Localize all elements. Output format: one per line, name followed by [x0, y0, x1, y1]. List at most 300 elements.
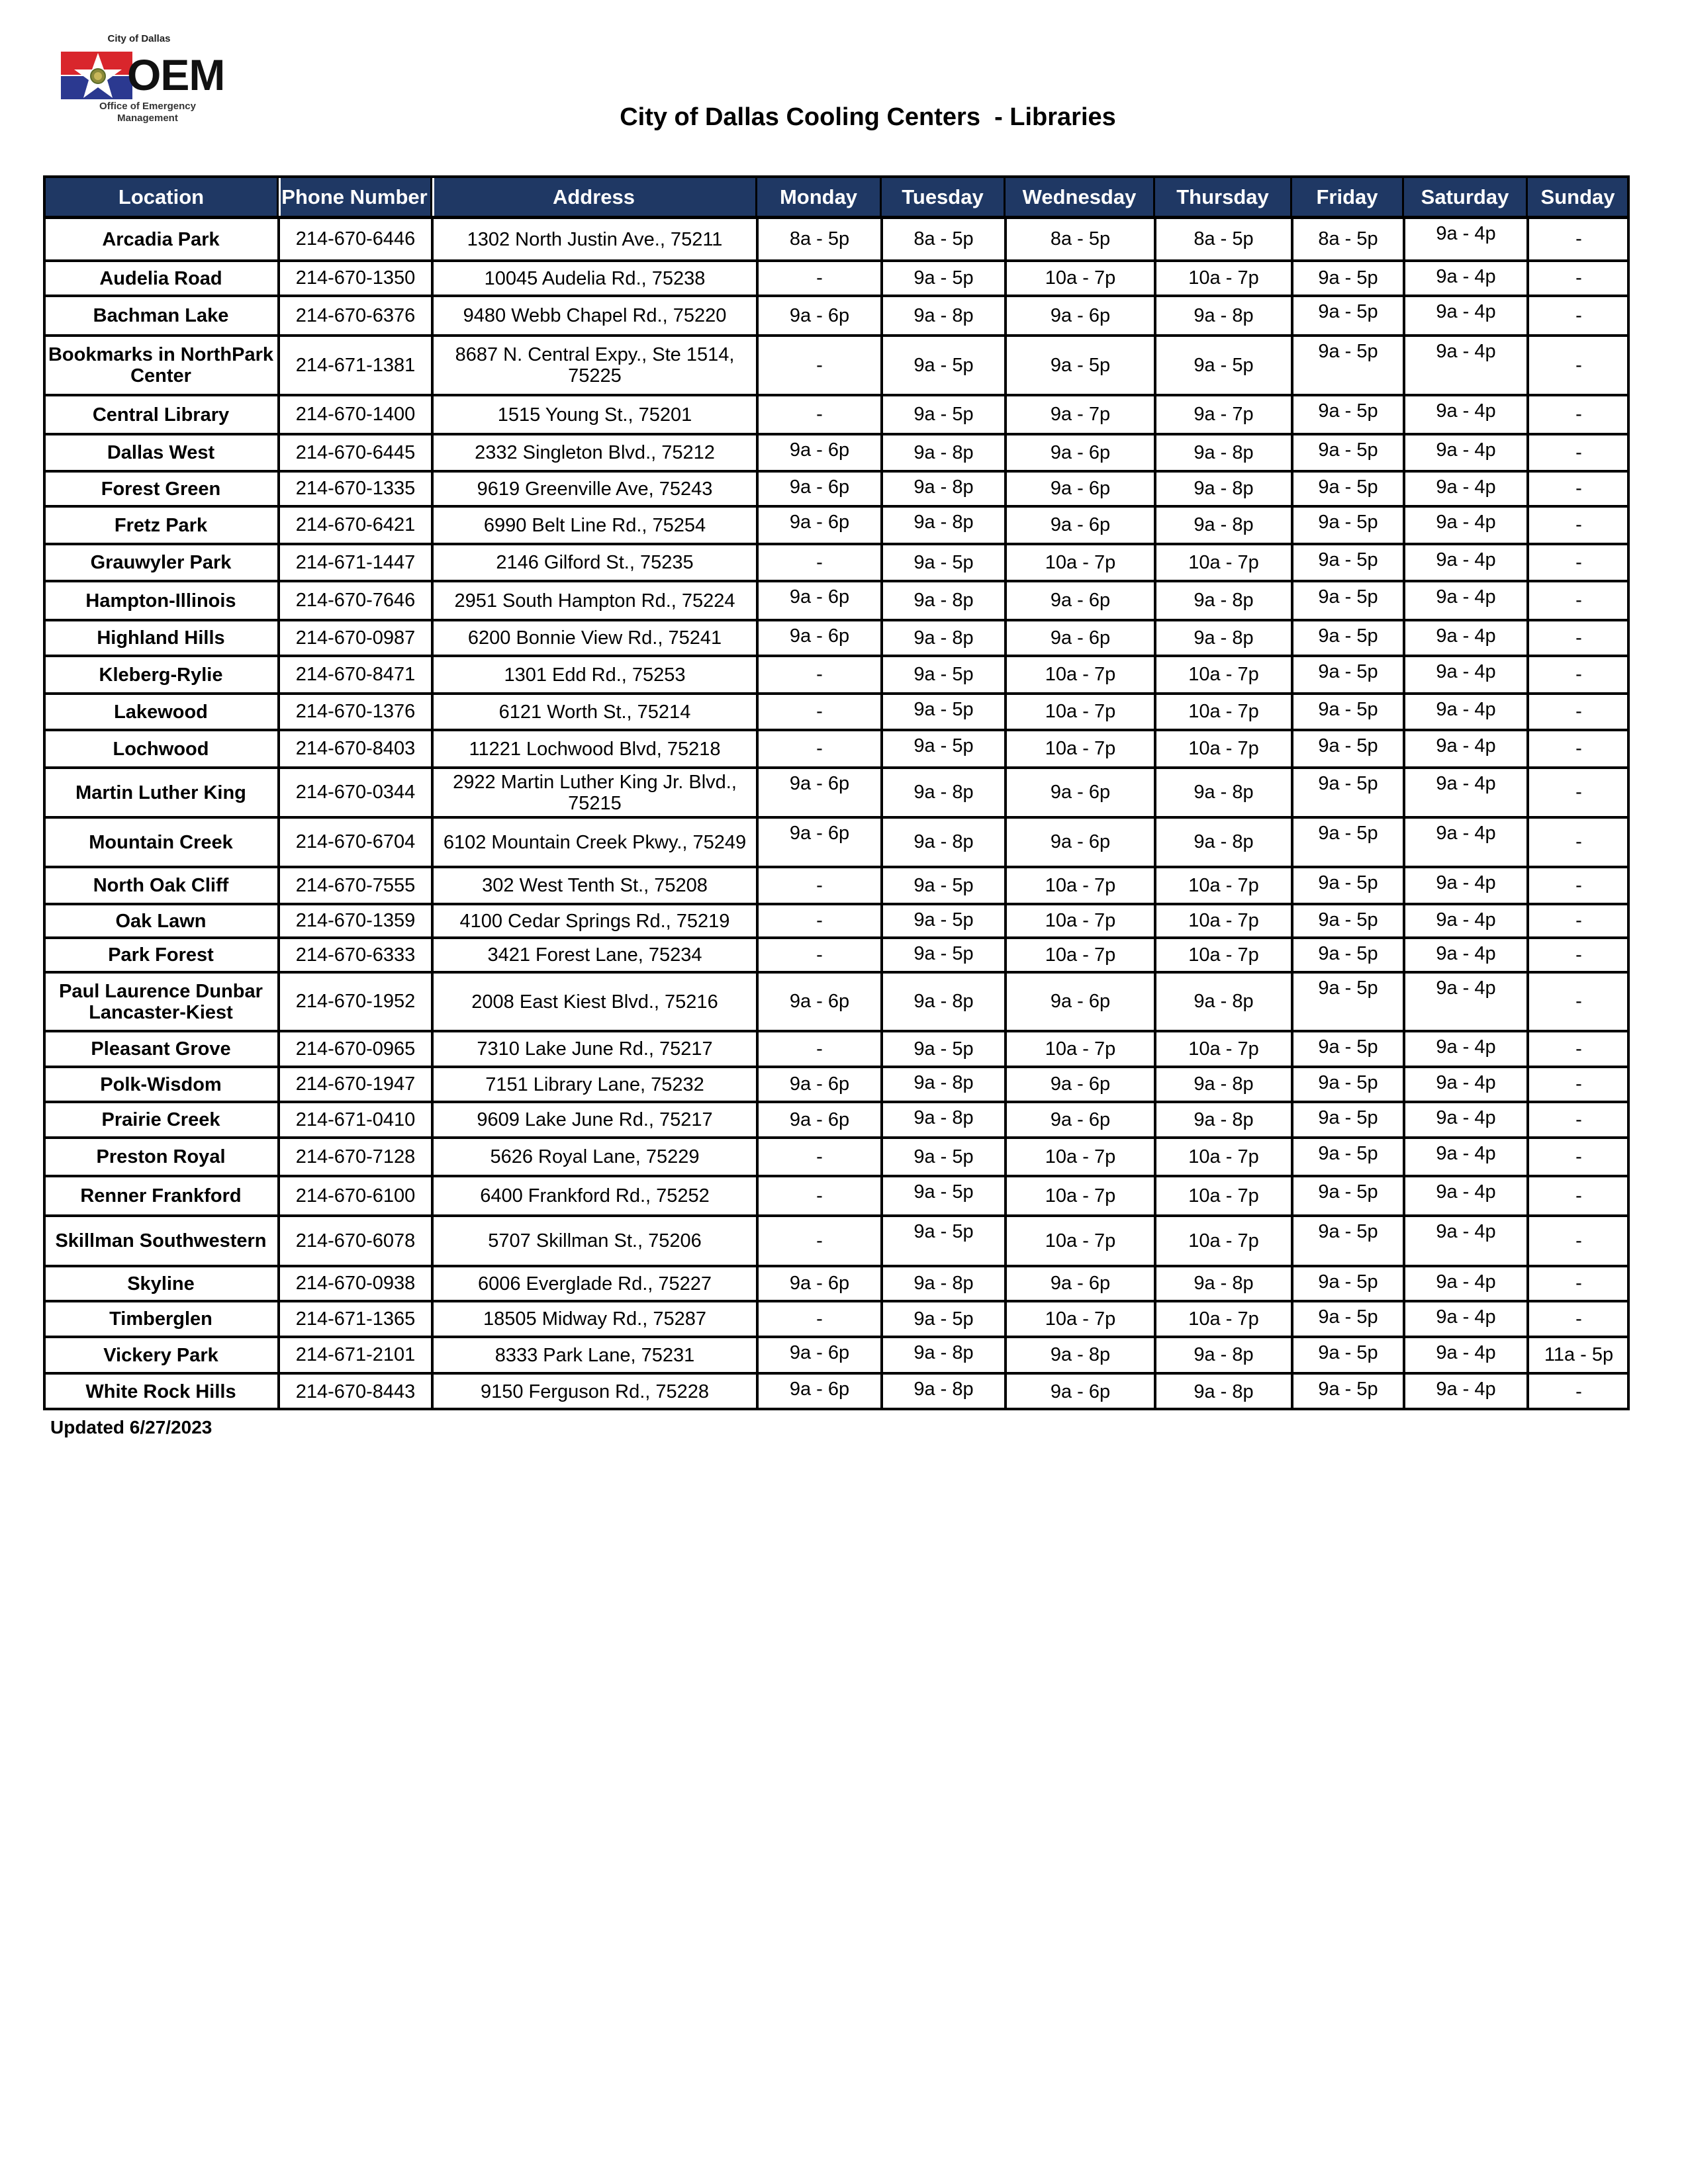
hours-cell-tuesday: 9a - 5p — [882, 1031, 1006, 1067]
hours-cell-monday: 9a - 6p — [757, 817, 882, 867]
hours-cell-saturday: 9a - 4p — [1404, 938, 1528, 972]
hours-cell-friday: 9a - 5p — [1292, 336, 1404, 395]
location-cell: Kleberg-Rylie — [43, 656, 279, 694]
address-cell: 1515 Young St., 75201 — [432, 395, 757, 434]
hours-cell-monday: - — [757, 656, 882, 694]
hours-cell-sunday: - — [1528, 972, 1630, 1031]
hours-cell-wednesday: 10a - 7p — [1006, 1031, 1155, 1067]
hours-cell-monday: 9a - 6p — [757, 1337, 882, 1373]
hours-cell-sunday: - — [1528, 1266, 1630, 1301]
address-cell: 2008 East Kiest Blvd., 75216 — [432, 972, 757, 1031]
updated-date: Updated 6/27/2023 — [50, 1417, 212, 1437]
hours-cell-friday: 9a - 5p — [1292, 261, 1404, 296]
hours-cell-thursday: 10a - 7p — [1155, 1138, 1292, 1176]
address-cell: 6006 Everglade Rd., 75227 — [432, 1266, 757, 1301]
hours-cell-tuesday: 9a - 5p — [882, 694, 1006, 730]
phone-cell: 214-671-1365 — [279, 1301, 432, 1337]
hours-cell-wednesday: 9a - 6p — [1006, 972, 1155, 1031]
hours-cell-sunday: - — [1528, 336, 1630, 395]
hours-cell-wednesday: 9a - 6p — [1006, 506, 1155, 544]
hours-cell-wednesday: 9a - 8p — [1006, 1337, 1155, 1373]
location-cell: Skillman Southwestern — [43, 1216, 279, 1266]
location-cell: Bachman Lake — [43, 296, 279, 336]
address-cell: 6200 Bonnie View Rd., 75241 — [432, 620, 757, 656]
column-header-location: Location — [43, 175, 279, 218]
hours-cell-wednesday: 10a - 7p — [1006, 1176, 1155, 1216]
hours-cell-saturday: 9a - 4p — [1404, 296, 1528, 336]
hours-cell-friday: 9a - 5p — [1292, 656, 1404, 694]
hours-cell-tuesday: 9a - 8p — [882, 768, 1006, 817]
hours-cell-tuesday: 9a - 8p — [882, 620, 1006, 656]
hours-cell-friday: 9a - 5p — [1292, 1373, 1404, 1410]
hours-cell-saturday: 9a - 4p — [1404, 471, 1528, 506]
location-cell: Fretz Park — [43, 506, 279, 544]
hours-cell-tuesday: 9a - 5p — [882, 938, 1006, 972]
hours-cell-friday: 9a - 5p — [1292, 620, 1404, 656]
hours-cell-thursday: 10a - 7p — [1155, 1176, 1292, 1216]
hours-cell-thursday: 9a - 8p — [1155, 1067, 1292, 1102]
hours-cell-friday: 9a - 5p — [1292, 1266, 1404, 1301]
hours-cell-thursday: 9a - 8p — [1155, 1102, 1292, 1138]
logo-oem-text: OEM — [127, 50, 225, 99]
hours-cell-thursday: 10a - 7p — [1155, 904, 1292, 938]
location-cell: Arcadia Park — [43, 218, 279, 261]
hours-cell-sunday: - — [1528, 544, 1630, 581]
address-cell: 8687 N. Central Expy., Ste 1514, 75225 — [432, 336, 757, 395]
hours-cell-friday: 9a - 5p — [1292, 581, 1404, 620]
hours-cell-wednesday: 9a - 6p — [1006, 581, 1155, 620]
hours-cell-wednesday: 10a - 7p — [1006, 694, 1155, 730]
phone-cell: 214-670-6333 — [279, 938, 432, 972]
hours-cell-monday: - — [757, 694, 882, 730]
hours-cell-wednesday: 9a - 6p — [1006, 817, 1155, 867]
hours-cell-sunday: - — [1528, 1102, 1630, 1138]
hours-cell-thursday: 10a - 7p — [1155, 867, 1292, 904]
address-cell: 302 West Tenth St., 75208 — [432, 867, 757, 904]
hours-cell-sunday: - — [1528, 694, 1630, 730]
hours-cell-sunday: - — [1528, 296, 1630, 336]
hours-cell-saturday: 9a - 4p — [1404, 694, 1528, 730]
phone-cell: 214-670-1350 — [279, 261, 432, 296]
hours-cell-tuesday: 9a - 8p — [882, 581, 1006, 620]
hours-cell-friday: 9a - 5p — [1292, 544, 1404, 581]
hours-cell-monday: - — [757, 395, 882, 434]
hours-cell-monday: - — [757, 544, 882, 581]
hours-cell-saturday: 9a - 4p — [1404, 867, 1528, 904]
hours-cell-friday: 9a - 5p — [1292, 1337, 1404, 1373]
phone-cell: 214-670-6078 — [279, 1216, 432, 1266]
hours-cell-saturday: 9a - 4p — [1404, 817, 1528, 867]
location-cell: Skyline — [43, 1266, 279, 1301]
hours-cell-friday: 9a - 5p — [1292, 434, 1404, 471]
hours-cell-thursday: 10a - 7p — [1155, 261, 1292, 296]
hours-cell-saturday: 9a - 4p — [1404, 1216, 1528, 1266]
hours-cell-thursday: 9a - 8p — [1155, 620, 1292, 656]
dallas-flag-icon — [61, 52, 132, 99]
location-cell: Paul Laurence Dunbar Lancaster-Kiest — [43, 972, 279, 1031]
phone-cell: 214-670-6704 — [279, 817, 432, 867]
hours-cell-sunday: - — [1528, 434, 1630, 471]
hours-cell-thursday: 10a - 7p — [1155, 1216, 1292, 1266]
hours-cell-sunday: - — [1528, 581, 1630, 620]
phone-cell: 214-670-0965 — [279, 1031, 432, 1067]
address-cell: 9609 Lake June Rd., 75217 — [432, 1102, 757, 1138]
hours-cell-friday: 9a - 5p — [1292, 768, 1404, 817]
hours-cell-thursday: 9a - 8p — [1155, 1337, 1292, 1373]
hours-cell-tuesday: 9a - 5p — [882, 336, 1006, 395]
address-cell: 7151 Library Lane, 75232 — [432, 1067, 757, 1102]
phone-cell: 214-670-7555 — [279, 867, 432, 904]
column-header-tuesday: Tuesday — [882, 175, 1006, 218]
logo-subtitle-line1: Office of Emergency — [99, 101, 196, 112]
page-title — [0, 103, 1688, 132]
hours-cell-thursday: 10a - 7p — [1155, 1301, 1292, 1337]
address-cell: 2951 South Hampton Rd., 75224 — [432, 581, 757, 620]
column-header-phone-number: Phone Number — [279, 175, 432, 218]
hours-cell-monday: - — [757, 904, 882, 938]
location-cell: Grauwyler Park — [43, 544, 279, 581]
hours-cell-thursday: 9a - 8p — [1155, 768, 1292, 817]
address-cell: 10045 Audelia Rd., 75238 — [432, 261, 757, 296]
hours-cell-wednesday: 10a - 7p — [1006, 730, 1155, 768]
location-cell: Lochwood — [43, 730, 279, 768]
hours-cell-friday: 9a - 5p — [1292, 1138, 1404, 1176]
column-header-friday: Friday — [1292, 175, 1404, 218]
hours-cell-sunday: - — [1528, 620, 1630, 656]
hours-cell-tuesday: 9a - 8p — [882, 1067, 1006, 1102]
column-header-wednesday: Wednesday — [1006, 175, 1155, 218]
hours-cell-thursday: 9a - 8p — [1155, 817, 1292, 867]
hours-cell-sunday: - — [1528, 1138, 1630, 1176]
column-header-thursday: Thursday — [1155, 175, 1292, 218]
address-cell: 5707 Skillman St., 75206 — [432, 1216, 757, 1266]
hours-cell-thursday: 10a - 7p — [1155, 694, 1292, 730]
hours-cell-wednesday: 9a - 6p — [1006, 1373, 1155, 1410]
hours-cell-sunday: - — [1528, 218, 1630, 261]
hours-cell-friday: 9a - 5p — [1292, 1067, 1404, 1102]
hours-cell-sunday: - — [1528, 395, 1630, 434]
hours-cell-saturday: 9a - 4p — [1404, 581, 1528, 620]
phone-cell: 214-671-1381 — [279, 336, 432, 395]
hours-cell-thursday: 9a - 8p — [1155, 296, 1292, 336]
address-cell: 1301 Edd Rd., 75253 — [432, 656, 757, 694]
hours-cell-wednesday: 10a - 7p — [1006, 261, 1155, 296]
hours-cell-thursday: 10a - 7p — [1155, 1031, 1292, 1067]
hours-cell-sunday: - — [1528, 867, 1630, 904]
hours-cell-monday: 9a - 6p — [757, 1067, 882, 1102]
hours-cell-thursday: 9a - 7p — [1155, 395, 1292, 434]
hours-cell-tuesday: 9a - 8p — [882, 972, 1006, 1031]
column-header-saturday: Saturday — [1404, 175, 1528, 218]
hours-cell-wednesday: 10a - 7p — [1006, 544, 1155, 581]
hours-cell-thursday: 9a - 8p — [1155, 581, 1292, 620]
location-cell: Audelia Road — [43, 261, 279, 296]
column-header-monday: Monday — [757, 175, 882, 218]
address-cell: 5626 Royal Lane, 75229 — [432, 1138, 757, 1176]
hours-cell-monday: 9a - 6p — [757, 972, 882, 1031]
hours-cell-thursday: 9a - 8p — [1155, 972, 1292, 1031]
phone-cell: 214-670-0344 — [279, 768, 432, 817]
hours-cell-monday: - — [757, 938, 882, 972]
address-cell: 6121 Worth St., 75214 — [432, 694, 757, 730]
hours-cell-monday: 9a - 6p — [757, 581, 882, 620]
hours-cell-saturday: 9a - 4p — [1404, 768, 1528, 817]
hours-cell-wednesday: 10a - 7p — [1006, 867, 1155, 904]
hours-cell-saturday: 9a - 4p — [1404, 544, 1528, 581]
hours-cell-sunday: - — [1528, 768, 1630, 817]
hours-cell-wednesday: 10a - 7p — [1006, 904, 1155, 938]
hours-cell-friday: 8a - 5p — [1292, 218, 1404, 261]
location-cell: Park Forest — [43, 938, 279, 972]
hours-cell-wednesday: 9a - 6p — [1006, 620, 1155, 656]
address-cell: 11221 Lochwood Blvd, 75218 — [432, 730, 757, 768]
address-cell: 6400 Frankford Rd., 75252 — [432, 1176, 757, 1216]
hours-cell-saturday: 9a - 4p — [1404, 904, 1528, 938]
hours-cell-tuesday: 9a - 5p — [882, 395, 1006, 434]
hours-cell-saturday: 9a - 4p — [1404, 1373, 1528, 1410]
hours-cell-friday: 9a - 5p — [1292, 395, 1404, 434]
phone-cell: 214-670-1359 — [279, 904, 432, 938]
hours-cell-tuesday: 9a - 8p — [882, 1266, 1006, 1301]
hours-cell-thursday: 9a - 8p — [1155, 1266, 1292, 1301]
phone-cell: 214-670-6100 — [279, 1176, 432, 1216]
hours-cell-wednesday: 10a - 7p — [1006, 1216, 1155, 1266]
hours-cell-thursday: 9a - 8p — [1155, 1373, 1292, 1410]
phone-cell: 214-670-6446 — [279, 218, 432, 261]
hours-cell-wednesday: 9a - 6p — [1006, 1102, 1155, 1138]
hours-cell-wednesday: 9a - 7p — [1006, 395, 1155, 434]
location-cell: Bookmarks in NorthPark Center — [43, 336, 279, 395]
hours-cell-friday: 9a - 5p — [1292, 1031, 1404, 1067]
hours-cell-friday: 9a - 5p — [1292, 904, 1404, 938]
hours-cell-friday: 9a - 5p — [1292, 296, 1404, 336]
address-cell: 7310 Lake June Rd., 75217 — [432, 1031, 757, 1067]
hours-cell-tuesday: 8a - 5p — [882, 218, 1006, 261]
hours-cell-saturday: 9a - 4p — [1404, 1102, 1528, 1138]
phone-cell: 214-671-1447 — [279, 544, 432, 581]
hours-cell-monday: 9a - 6p — [757, 1373, 882, 1410]
address-cell: 2922 Martin Luther King Jr. Blvd., 75215 — [432, 768, 757, 817]
address-cell: 4100 Cedar Springs Rd., 75219 — [432, 904, 757, 938]
hours-cell-sunday: - — [1528, 1216, 1630, 1266]
phone-cell: 214-670-8443 — [279, 1373, 432, 1410]
phone-cell: 214-670-0987 — [279, 620, 432, 656]
location-cell: Lakewood — [43, 694, 279, 730]
phone-cell: 214-671-0410 — [279, 1102, 432, 1138]
page-title-text: City of Dallas Cooling Centers - Libraries — [620, 103, 1116, 131]
hours-cell-monday: - — [757, 336, 882, 395]
hours-cell-tuesday: 9a - 5p — [882, 1138, 1006, 1176]
phone-cell: 214-670-6376 — [279, 296, 432, 336]
phone-cell: 214-670-6445 — [279, 434, 432, 471]
hours-cell-monday: 9a - 6p — [757, 506, 882, 544]
column-header-address: Address — [432, 175, 757, 218]
hours-cell-thursday: 10a - 7p — [1155, 544, 1292, 581]
phone-cell: 214-670-1947 — [279, 1067, 432, 1102]
hours-cell-monday: - — [757, 1176, 882, 1216]
hours-cell-wednesday: 9a - 6p — [1006, 296, 1155, 336]
hours-cell-thursday: 9a - 5p — [1155, 336, 1292, 395]
hours-cell-friday: 9a - 5p — [1292, 867, 1404, 904]
hours-cell-tuesday: 9a - 8p — [882, 471, 1006, 506]
hours-cell-monday: - — [757, 261, 882, 296]
hours-cell-saturday: 9a - 4p — [1404, 1138, 1528, 1176]
hours-cell-tuesday: 9a - 5p — [882, 1176, 1006, 1216]
hours-cell-sunday: - — [1528, 1373, 1630, 1410]
location-cell: Polk-Wisdom — [43, 1067, 279, 1102]
hours-cell-sunday: - — [1528, 506, 1630, 544]
location-cell: Pleasant Grove — [43, 1031, 279, 1067]
hours-cell-thursday: 10a - 7p — [1155, 730, 1292, 768]
hours-cell-tuesday: 9a - 8p — [882, 1337, 1006, 1373]
hours-cell-friday: 9a - 5p — [1292, 1176, 1404, 1216]
hours-cell-friday: 9a - 5p — [1292, 817, 1404, 867]
hours-cell-saturday: 9a - 4p — [1404, 1337, 1528, 1373]
location-cell: Martin Luther King — [43, 768, 279, 817]
hours-cell-sunday: - — [1528, 938, 1630, 972]
hours-cell-wednesday: 9a - 6p — [1006, 1266, 1155, 1301]
hours-cell-monday: 9a - 6p — [757, 471, 882, 506]
location-cell: Mountain Creek — [43, 817, 279, 867]
hours-cell-saturday: 9a - 4p — [1404, 1301, 1528, 1337]
hours-cell-tuesday: 9a - 8p — [882, 296, 1006, 336]
hours-cell-saturday: 9a - 4p — [1404, 1031, 1528, 1067]
phone-cell: 214-671-2101 — [279, 1337, 432, 1373]
hours-cell-friday: 9a - 5p — [1292, 730, 1404, 768]
hours-cell-sunday: - — [1528, 1031, 1630, 1067]
address-cell: 8333 Park Lane, 75231 — [432, 1337, 757, 1373]
location-cell: North Oak Cliff — [43, 867, 279, 904]
address-cell: 3421 Forest Lane, 75234 — [432, 938, 757, 972]
location-cell: Forest Green — [43, 471, 279, 506]
hours-cell-wednesday: 10a - 7p — [1006, 938, 1155, 972]
hours-cell-saturday: 9a - 4p — [1404, 434, 1528, 471]
location-cell: Preston Royal — [43, 1138, 279, 1176]
hours-cell-saturday: 9a - 4p — [1404, 336, 1528, 395]
phone-cell: 214-670-0938 — [279, 1266, 432, 1301]
phone-cell: 214-670-1952 — [279, 972, 432, 1031]
hours-cell-tuesday: 9a - 8p — [882, 434, 1006, 471]
location-cell: Vickery Park — [43, 1337, 279, 1373]
location-cell: Hampton-Illinois — [43, 581, 279, 620]
hours-cell-sunday: - — [1528, 1176, 1630, 1216]
location-cell: Timberglen — [43, 1301, 279, 1337]
hours-cell-thursday: 10a - 7p — [1155, 656, 1292, 694]
hours-cell-thursday: 9a - 8p — [1155, 434, 1292, 471]
hours-cell-thursday: 9a - 8p — [1155, 506, 1292, 544]
hours-cell-friday: 9a - 5p — [1292, 506, 1404, 544]
star-icon — [73, 52, 123, 99]
location-cell: Dallas West — [43, 434, 279, 471]
hours-cell-monday: - — [757, 1301, 882, 1337]
hours-cell-monday: - — [757, 867, 882, 904]
hours-cell-monday: 9a - 6p — [757, 1102, 882, 1138]
hours-cell-sunday: - — [1528, 261, 1630, 296]
address-cell: 2146 Gilford St., 75235 — [432, 544, 757, 581]
address-cell: 6990 Belt Line Rd., 75254 — [432, 506, 757, 544]
hours-cell-tuesday: 9a - 8p — [882, 1102, 1006, 1138]
hours-cell-monday: - — [757, 730, 882, 768]
address-cell: 6102 Mountain Creek Pkwy., 75249 — [432, 817, 757, 867]
hours-cell-tuesday: 9a - 5p — [882, 1301, 1006, 1337]
hours-cell-monday: 9a - 6p — [757, 620, 882, 656]
hours-cell-monday: 8a - 5p — [757, 218, 882, 261]
hours-cell-wednesday: 10a - 7p — [1006, 656, 1155, 694]
location-cell: Renner Frankford — [43, 1176, 279, 1216]
hours-cell-friday: 9a - 5p — [1292, 471, 1404, 506]
hours-cell-monday: - — [757, 1031, 882, 1067]
hours-cell-tuesday: 9a - 8p — [882, 506, 1006, 544]
phone-cell: 214-670-1376 — [279, 694, 432, 730]
hours-cell-saturday: 9a - 4p — [1404, 1067, 1528, 1102]
hours-cell-saturday: 9a - 4p — [1404, 218, 1528, 261]
hours-cell-saturday: 9a - 4p — [1404, 261, 1528, 296]
hours-cell-sunday: - — [1528, 817, 1630, 867]
address-cell: 9619 Greenville Ave, 75243 — [432, 471, 757, 506]
phone-cell: 214-670-7128 — [279, 1138, 432, 1176]
hours-cell-sunday: - — [1528, 904, 1630, 938]
location-cell: Prairie Creek — [43, 1102, 279, 1138]
hours-cell-wednesday: 9a - 6p — [1006, 471, 1155, 506]
hours-cell-tuesday: 9a - 5p — [882, 867, 1006, 904]
hours-cell-monday: 9a - 6p — [757, 768, 882, 817]
hours-cell-thursday: 8a - 5p — [1155, 218, 1292, 261]
location-cell: White Rock Hills — [43, 1373, 279, 1410]
hours-cell-saturday: 9a - 4p — [1404, 1266, 1528, 1301]
hours-cell-saturday: 9a - 4p — [1404, 656, 1528, 694]
hours-cell-monday: 9a - 6p — [757, 296, 882, 336]
hours-cell-wednesday: 9a - 5p — [1006, 336, 1155, 395]
hours-cell-friday: 9a - 5p — [1292, 1102, 1404, 1138]
hours-cell-friday: 9a - 5p — [1292, 972, 1404, 1031]
address-cell: 9480 Webb Chapel Rd., 75220 — [432, 296, 757, 336]
hours-cell-tuesday: 9a - 5p — [882, 261, 1006, 296]
hours-cell-tuesday: 9a - 5p — [882, 904, 1006, 938]
hours-cell-wednesday: 9a - 6p — [1006, 434, 1155, 471]
hours-cell-wednesday: 10a - 7p — [1006, 1301, 1155, 1337]
hours-cell-sunday: - — [1528, 1067, 1630, 1102]
hours-cell-sunday: 11a - 5p — [1528, 1337, 1630, 1373]
hours-cell-friday: 9a - 5p — [1292, 1301, 1404, 1337]
address-cell: 18505 Midway Rd., 75287 — [432, 1301, 757, 1337]
hours-cell-friday: 9a - 5p — [1292, 938, 1404, 972]
address-cell: 1302 North Justin Ave., 75211 — [432, 218, 757, 261]
hours-cell-tuesday: 9a - 8p — [882, 1373, 1006, 1410]
location-cell: Oak Lawn — [43, 904, 279, 938]
hours-cell-tuesday: 9a - 8p — [882, 817, 1006, 867]
address-cell: 2332 Singleton Blvd., 75212 — [432, 434, 757, 471]
hours-cell-thursday: 10a - 7p — [1155, 938, 1292, 972]
location-cell: Central Library — [43, 395, 279, 434]
hours-cell-friday: 9a - 5p — [1292, 694, 1404, 730]
hours-cell-saturday: 9a - 4p — [1404, 506, 1528, 544]
hours-cell-saturday: 9a - 4p — [1404, 395, 1528, 434]
hours-cell-saturday: 9a - 4p — [1404, 972, 1528, 1031]
hours-cell-saturday: 9a - 4p — [1404, 1176, 1528, 1216]
hours-cell-tuesday: 9a - 5p — [882, 1216, 1006, 1266]
hours-cell-wednesday: 10a - 7p — [1006, 1138, 1155, 1176]
phone-cell: 214-670-1400 — [279, 395, 432, 434]
phone-cell: 214-670-8471 — [279, 656, 432, 694]
hours-cell-saturday: 9a - 4p — [1404, 620, 1528, 656]
hours-cell-wednesday: 9a - 6p — [1006, 1067, 1155, 1102]
hours-cell-monday: - — [757, 1138, 882, 1176]
hours-cell-monday: 9a - 6p — [757, 434, 882, 471]
phone-cell: 214-670-6421 — [279, 506, 432, 544]
hours-cell-sunday: - — [1528, 1301, 1630, 1337]
address-cell: 9150 Ferguson Rd., 75228 — [432, 1373, 757, 1410]
phone-cell: 214-670-8403 — [279, 730, 432, 768]
